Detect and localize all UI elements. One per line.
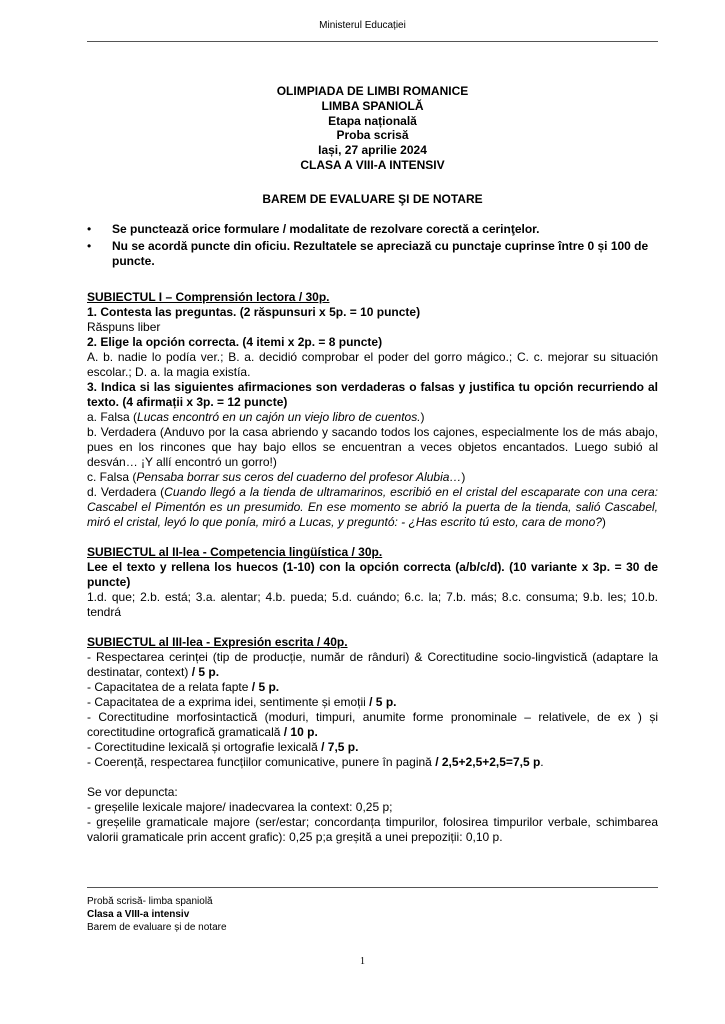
subject-2-heading: SUBIECTUL al II-lea - Competencia lingüística / 30p. [87,545,383,559]
answer-label: a. Falsa ( [87,410,138,424]
answer-label: c. Falsa ( [87,470,137,484]
s3-criterion [87,695,658,710]
footer-line-barem: Barem de evaluare și de notare [87,922,227,933]
s3-criterion [87,680,658,695]
criterion-points: / 10 p. [283,725,318,739]
bullet-icon: • [87,222,92,236]
subject-1-heading: SUBIECTUL I – Comprensión lectora / 30p. [87,290,330,304]
criterion-text: - Capacitatea de a relata fapte [87,680,252,694]
s3-criterion [87,650,658,680]
criterion-text: - Corectitudine morfosintactică (moduri, timpuri, anumite forme pronominale – relativele, de ex ) și corectitudine ortografică gramaticală [87,710,658,739]
document-title [87,84,658,173]
answer-quote: Cuando llegó a la tienda de ultramarinos, escribió en el cristal del escaparate con una cera: Cascabel el Pimentón es un presumido. En ese momento se abrió la puerta de la tienda, salió Cascabel, miró el cristal, leyó lo que ponía, miró a Lucas, y preguntó: - ¿Has escrito tú esto, cara de mono? [87,485,658,529]
criterion-points: / 5 p. [191,665,220,679]
title-line-date: Iași, 27 aprilie 2024 [318,143,427,158]
subject-3-heading: SUBIECTUL al III-lea - Expresión escrita / 40p. [87,635,348,649]
answer-label: d. Verdadera ( [87,485,165,499]
answer-quote: Pensaba borrar sus ceros del cuaderno del profesor Alubia… [136,470,462,484]
deduct-line: - greșelile gramaticale majore (ser/estar; concordanța timpurilor, folosirea timpurilor verbale, schimbarea valorii gramaticale prin accent grafic): 0,25 p;a greșită a unei prepoziții: 0,10 p. [87,815,658,844]
criterion-text: - Corectitudine lexicală și ortografie lexicală [87,740,322,754]
s1-question-3: 3. Indica si las siguientes afirmaciones son verdaderas o falsas y justifica tu opción recurriendo al texto. (4 afirmații x 3p. = 12 puncte) [87,380,658,409]
page-number: 1 [360,956,365,967]
title-line-limba: LIMBA SPANIOLĂ [321,98,424,113]
s3-criterion [87,740,658,755]
bullet-icon: • [87,239,92,253]
answer-close: ) [420,410,425,424]
title-line-olimpiada: OLIMPIADA DE LIMBI ROMANICE [276,84,469,98]
document-body [87,290,658,845]
footer [87,895,658,934]
criterion-text: - Capacitatea de a exprima idei, sentimente și emoții [87,695,370,709]
s1-question-2: 2. Elige la opción correcta. (4 itemi x 2p. = 8 puncte) [87,335,383,349]
criterion-points: / 5 p. [369,695,397,709]
footer-line-proba: Probă scrisă- limba spaniolă [87,896,213,907]
s3-criterion [87,710,658,740]
rule-text: Se punctează orice formulare / modalitate de rezolvare corectă a cerinţelor. [112,222,540,236]
s1-answer-3b: b. Verdadera (Anduvo por la casa abriendo y sacando todos los cajones, especialmente los de más abajo, pues en los rincones que hay bajo ellos se encuentran a veces objetos encantados. Luego subió al desván… ¡Y allí encontró un gorro!) [87,425,658,469]
s1-answer-3c [87,470,658,485]
s2-answers: 1.d. que; 2.b. está; 3.a. alentar; 4.b. pueda; 5.d. cuándo; 6.c. la; 7.b. más; 8.c. consuma; 9.b. les; 10.b. tendrá [87,590,658,619]
footer-line-clasa: Clasa a VIII-a intensiv [87,909,190,920]
footer-rule [87,887,658,888]
s2-task: Lee el texto y rellena los huecos (1-10) con la opción correcta (a/b/c/d). (10 variante x 3p. = 30 de puncte) [87,560,658,589]
s1-answer-2: A. b. nadie lo podía ver.; B. a. decidió comprobar el poder del gorro mágico.; C. c. mejorar su situación escolar.; D. a. la magia existía. [87,350,658,379]
criterion-points: / 2,5+2,5+2,5=7,5 p [435,755,541,769]
answer-close: ) [461,470,466,484]
answer-close: ) [601,515,606,529]
answer-quote: Lucas encontró en un cajón un viejo libro de cuentos. [137,410,421,424]
s1-question-1: 1. Contesta las preguntas. (2 răspunsuri x 5p. = 10 puncte) [87,305,421,319]
rule-text: Nu se acordă puncte din oficiu. Rezultatele se apreciază cu punctaje cuprinse între 0 și 100 de puncte. [112,239,649,268]
s3-criterion [87,755,658,770]
title-line-clasa: CLASA A VIII-A INTENSIV [300,157,445,172]
barem-heading: BAREM DE EVALUARE ŞI DE NOTARE [262,192,483,206]
general-rules [87,222,658,271]
s1-answer-1: Răspuns liber [87,320,161,334]
criterion-text: - Coerență, respectarea funcțiilor comunicative, punere în pagină [87,755,436,769]
title-line-proba: Proba scrisă [336,128,409,143]
rule-item [87,239,658,269]
deduct-intro: Se vor depuncta: [87,785,178,799]
s1-answer-3a [87,410,658,425]
header-ministry: Ministerul Educației [319,20,406,31]
s1-answer-3d [87,485,658,530]
title-line-etapa: Etapa națională [328,113,417,128]
criterion-text: - Respectarea cerinței (tip de producție, număr de rânduri) & Corectitudine socio-lingvistică (adaptare la destinatar, context) [87,650,658,679]
deduct-line: - greșelile lexicale majore/ inadecvarea la context: 0,25 p; [87,800,393,814]
criterion-points: / 7,5 p. [321,740,359,754]
rule-item [87,222,658,237]
header-rule [87,41,658,42]
criterion-end: . [540,755,544,769]
criterion-points: / 5 p. [251,680,280,694]
